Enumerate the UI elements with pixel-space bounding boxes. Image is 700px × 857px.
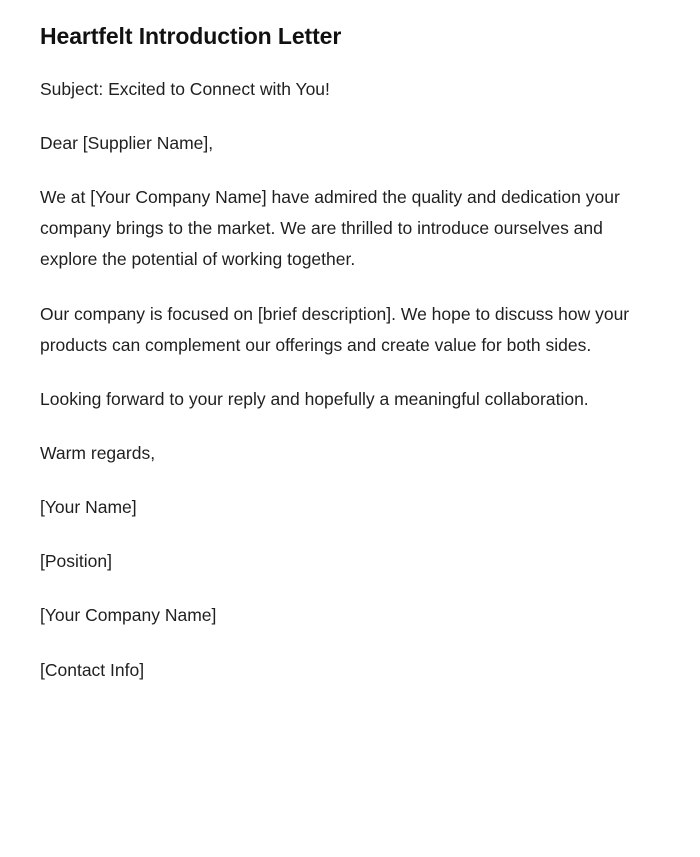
letter-body-paragraph-2: Our company is focused on [brief description]. We hope to discuss how your products can complement our offerings and create value for both sides. [40,303,630,355]
letter-closing: Warm regards, [40,443,156,464]
letter-salutation: Dear [Supplier Name], [40,133,214,154]
signature-contact-info: [Contact Info] [40,659,145,680]
letter-body-paragraph-1: We at [Your Company Name] have admired the quality and dedication your company brings to the market. We are thrilled to introduce ourselves and explore the potential of working together. [40,187,620,270]
signature-name: [Your Name] [40,497,137,518]
signature-company: [Your Company Name] [40,605,217,626]
signature-position: [Position] [40,551,112,572]
letter-body-paragraph-3: Looking forward to your reply and hopefully a meaningful collaboration. [40,388,589,409]
letter-subject-line: Subject: Excited to Connect with You! [40,78,330,99]
page-title: Heartfelt Introduction Letter [40,23,342,49]
